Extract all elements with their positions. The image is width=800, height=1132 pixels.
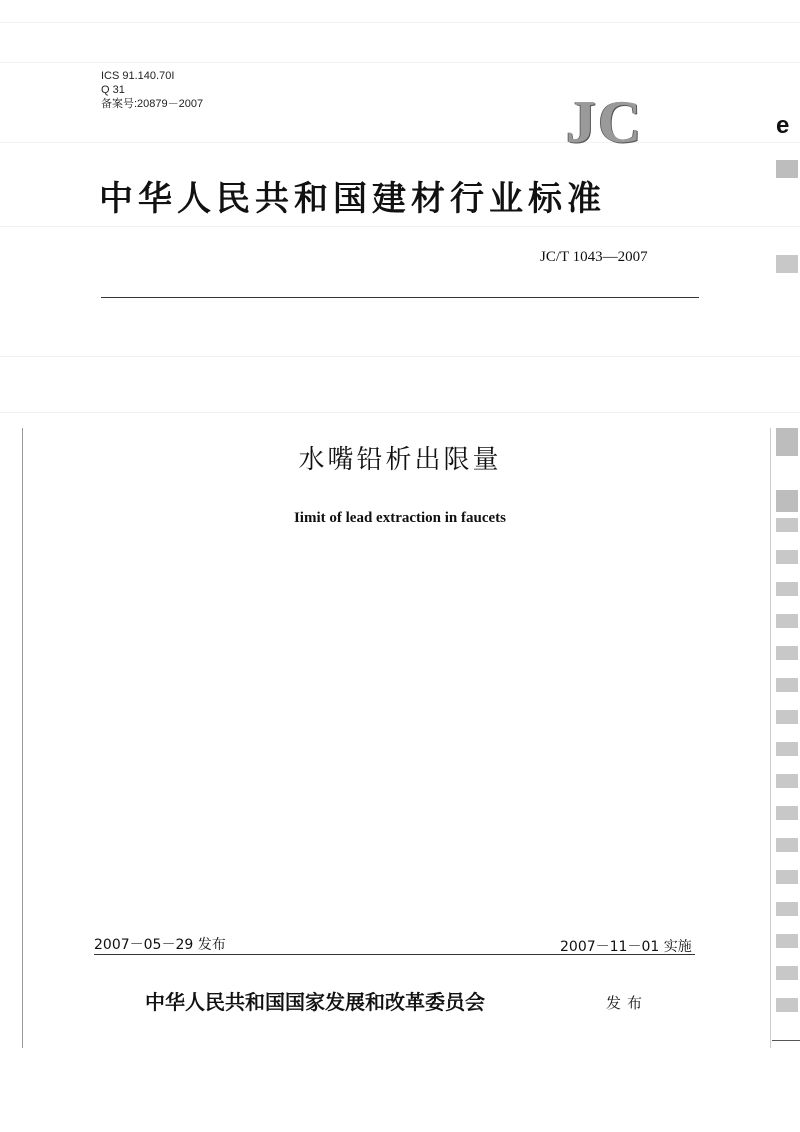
scan-artifact	[0, 412, 800, 413]
edge-tab	[776, 550, 798, 564]
edge-tab	[776, 742, 798, 756]
standard-category: 中华人民共和国建材行业标准	[99, 179, 606, 219]
filing-number: 备案号:20879－2007	[101, 98, 204, 110]
edge-tab	[776, 678, 798, 692]
scan-artifact	[0, 142, 800, 143]
edge-letter: e	[776, 112, 790, 139]
bottom-divider	[94, 954, 695, 955]
top-divider	[101, 297, 699, 298]
scan-artifact	[0, 356, 800, 357]
edge-tab	[776, 806, 798, 820]
ics-code: ICS 91.140.70I	[101, 70, 175, 82]
ccs-code: Q 31	[101, 84, 125, 96]
standard-number: JC/T 1043—2007	[540, 249, 648, 265]
left-page-edge	[22, 428, 23, 1048]
page-corner-edge	[772, 1040, 800, 1041]
document-title-english: Iimit of lead extraction in faucets	[293, 510, 507, 526]
scan-artifact	[0, 62, 800, 63]
classification-codes	[101, 69, 203, 111]
issuer-suffix: 发布	[606, 994, 649, 1012]
edge-tab	[776, 428, 798, 456]
issue-date: 2007－05－29 发布	[94, 937, 226, 953]
edge-tab	[776, 870, 798, 884]
edge-tab	[776, 490, 798, 512]
edge-tab	[776, 998, 798, 1012]
edge-tab	[776, 614, 798, 628]
edge-tab	[776, 902, 798, 916]
edge-tab	[776, 934, 798, 948]
implementation-date: 2007－11－01 实施	[560, 939, 692, 955]
edge-tab	[776, 710, 798, 724]
scan-artifact	[0, 22, 800, 23]
edge-tab	[776, 646, 798, 660]
edge-tab	[776, 966, 798, 980]
scan-artifact	[0, 226, 800, 227]
edge-tab	[776, 774, 798, 788]
document-title: 水嘴铅析出限量	[298, 445, 502, 475]
edge-tab	[776, 255, 798, 273]
issuing-authority: 中华人民共和国国家发展和改革委员会	[145, 990, 485, 1014]
edge-tab	[776, 160, 798, 178]
edge-tab	[776, 518, 798, 532]
right-page-edge	[770, 428, 771, 1048]
jc-logo: JC	[566, 89, 644, 155]
edge-tab	[776, 582, 798, 596]
edge-tab	[776, 838, 798, 852]
